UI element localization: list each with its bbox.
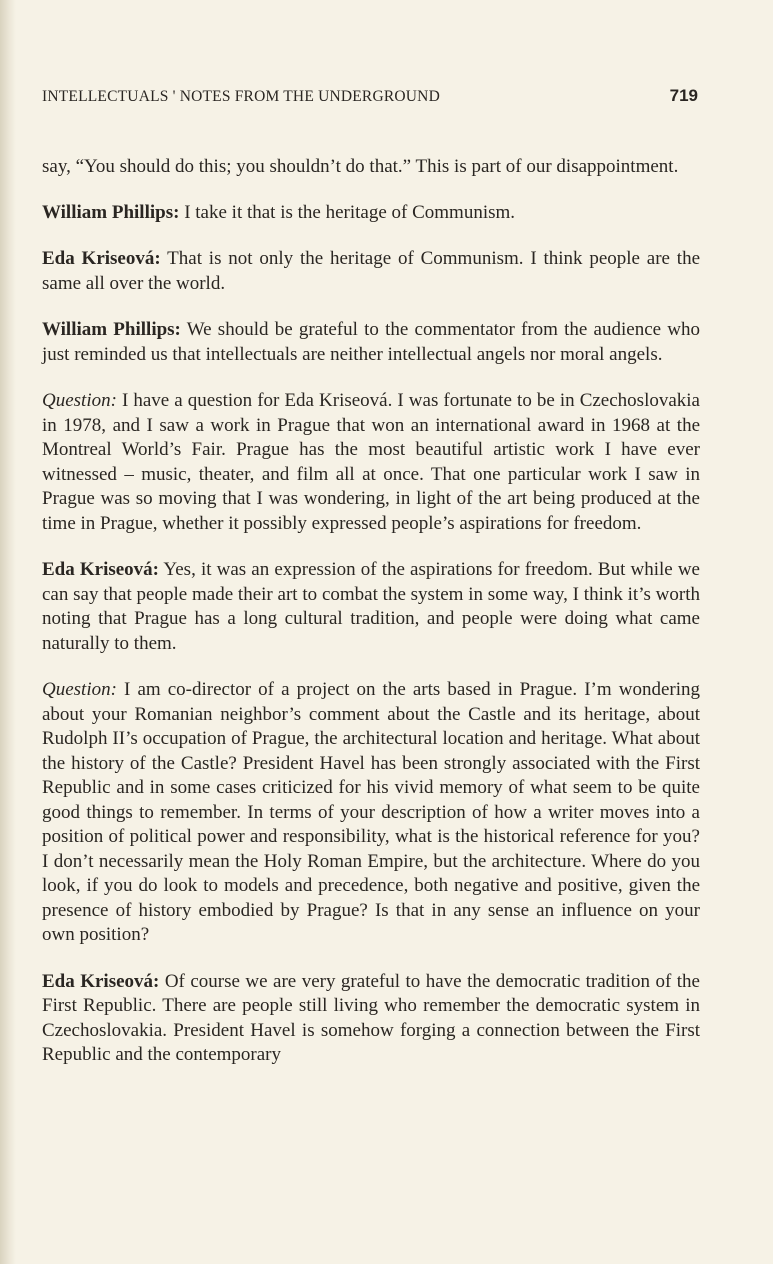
speaker-name: Eda Kriseová: [42, 248, 161, 269]
paragraph-text: That is not only the heritage of Communism. I think people are the same all over the world. [42, 248, 701, 294]
paragraph [42, 201, 700, 226]
paragraph [42, 558, 700, 656]
page-gutter-shadow [0, 0, 16, 1264]
running-header-title: INTELLECTUALS ' NOTES FROM THE UNDERGROUND [42, 88, 440, 105]
paragraph-text: I have a question for Eda Kriseová. I was fortunate to be in Czechoslovakia in 1978, and I saw a work in Prague that won an international award in 1968 at the Montreal World’s Fair. Prague has the most beautiful artistic work I have ever witnessed – music, theater, and film all at once. That one particular work I saw in Prague was so moving that I was wondering, in light of the art being produced at the time in Prague, whether it possibly expressed people’s aspirations for freedom. [42, 390, 700, 534]
paragraph [42, 970, 700, 1068]
speaker-name: William Phillips: [42, 319, 181, 340]
speaker-name: Eda Kriseová: [42, 970, 160, 992]
running-header [42, 86, 700, 108]
paragraph-text: Of course we are very grateful to have the democratic tradition of the First Republic. There are people still living who remember the democratic system in Czechoslovakia. President Havel is somehow forging a connection between the First Republic and the contemporary [42, 970, 700, 1065]
paragraph [42, 247, 700, 296]
paragraph-text: I am co-director of a project on the arts based in Prague. I’m wondering about your Romanian neighbor’s comment about the Castle and its heritage, about Rudolph II’s occupation of Prague, the architectural location and heritage. What about the history of the Castle? President Havel has been strongly associated with the First Republic and in some cases criticized for his vivid memory of what seem to be quite good things to remember. In terms of your description of how a writer moves into a position of political power and responsibility, what is the historical reference for you? I don’t necessarily mean the Holy Roman Empire, but the architecture. Where do you look, if you do look to models and precedence, both negative and positive, given the presence of history embodied by Prague? Is that in any sense an influence on your own position? [42, 679, 700, 945]
paragraph [42, 318, 700, 367]
paragraph-text: I take it that is the heritage of Communism. [179, 201, 516, 223]
speaker-name: William Phillips: [42, 201, 180, 223]
page-number: 719 [669, 86, 698, 105]
paragraph-text: We should be grateful to the commentator from the audience who just reminded us that intellectuals are neither intellectual angels nor moral angels. [42, 319, 700, 365]
speaker-name: Eda Kriseová: [42, 559, 160, 580]
paragraph [42, 389, 700, 536]
paragraph-text: say, “You should do this; you shouldn’t do that.” This is part of our disappointment. [42, 156, 679, 177]
paragraph [42, 678, 700, 948]
paragraph [42, 155, 700, 180]
paragraph-text: Yes, it was an expression of the aspirations for freedom. But while we can say that people made their art to combat the system in some way, I think it’s worth noting that Prague has a long cultural tradition, and people were doing what came naturally to them. [42, 559, 700, 654]
question-label: Question: [42, 390, 117, 411]
question-label: Question: [42, 679, 117, 700]
page-body [42, 155, 700, 1090]
